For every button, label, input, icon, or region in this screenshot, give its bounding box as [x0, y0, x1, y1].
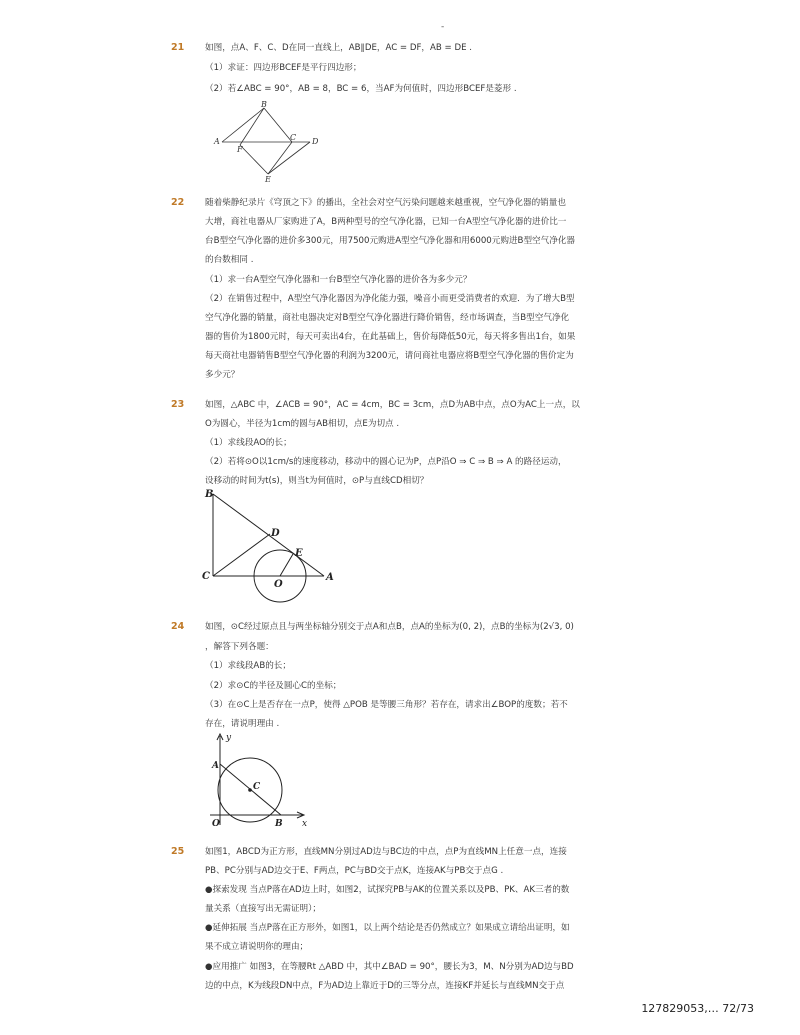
question-text-line: 果不成立请说明你的理由； [205, 942, 309, 952]
question-text-line: 多少元？ [205, 370, 240, 380]
label-a: A [212, 761, 219, 771]
question-number: 22 [171, 197, 185, 208]
label-o: O [212, 819, 220, 829]
question-part-1: （1）求证：四边形BCEF是平行四边形； [205, 63, 362, 73]
question-part-2: （2）若将⊙O以1cm/s的速度移动，移动中的圆心记为P，点P沿O ⇒ C ⇒ B ⇒ A 的路径运动， [205, 457, 567, 467]
label-o: O [274, 579, 283, 590]
question-text-line: 台B型空气净化器的进价多300元，用7500元购进A型空气净化器和用6000元购进B型空气净化器 [205, 236, 576, 246]
label-d: D [271, 528, 280, 539]
question-text-line: 随着柴静纪录片《穹顶之下》的播出，全社会对空气污染问题越来越重视，空气净化器的销量也 [205, 198, 566, 208]
question-text-line: 边的中点，K为线段DN中点，F为AD边上靠近于D的三等分点，连接KF并延长与直线MN交于点 [205, 981, 565, 991]
question-number: 24 [171, 621, 185, 632]
question-part-1: （1）求一台A型空气净化器和一台B型空气净化器的进价各为多少元？ [205, 275, 472, 285]
figure-21 [210, 100, 330, 185]
question-text-line: O为圆心，半径为1cm的圆与AB相切，点E为切点 . [205, 419, 400, 429]
label-a: A [326, 572, 334, 583]
question-text-line: ●应用推广 如图3，在等腰Rt △ABD 中，其中∠BAD = 90°，腰长为3，M、N分别为AD边与BD [205, 962, 574, 972]
question-number: 25 [171, 846, 185, 857]
question-number: 23 [171, 399, 185, 410]
question-text-line: 空气净化器的销量，商社电器决定对B型空气净化器进行降价销售，经市场调查，当B型空气净化 [205, 313, 570, 323]
label-c: C [202, 571, 210, 582]
label-e: E [295, 548, 303, 559]
question-text: 如图，点A、F、C、D在同一直线上，AB∥DE，AC = DF，AB = DE . [205, 43, 472, 53]
label-c: C [253, 782, 261, 792]
question-part-2: （2）在销售过程中，A型空气净化器因为净化能力强，噪音小而更受消费者的欢迎．为了增大B型 [205, 294, 575, 304]
question-text-line: 如图1，ABCD为正方形，直线MN分别过AD边与BC边的中点，点P为直线MN上任意一点，连接 [205, 847, 567, 857]
label-c: C [290, 133, 297, 142]
question-text-line: 大增，商社电器从厂家购进了A，B两种型号的空气净化器，已知一台A型空气净化器的进价比一 [205, 217, 567, 227]
figure-23 [200, 487, 340, 612]
question-number: 21 [171, 42, 185, 53]
question-text-line: 如图，⊙C经过原点且与两坐标轴分别交于点A和点B，点A的坐标为(0, 2)，点B的坐标为(2√3, 0) [205, 622, 574, 632]
question-text-line: 量关系（直接写出无需证明）； [205, 904, 322, 914]
question-text-line: ●探索发现 当点P落在AD边上时，如图2，试探究PB与AK的位置关系以及PB、PK、AK三者的数 [205, 885, 570, 895]
label-a: A [214, 137, 220, 146]
label-f: F [237, 145, 243, 154]
question-text-line: 器的售价为1800元时，每天可卖出4台，在此基础上，售价每降低50元，每天将多售出1台，如果 [205, 332, 576, 342]
label-y: y [226, 733, 232, 743]
label-b: B [261, 100, 267, 109]
question-text-line: 的台数相同 . [205, 255, 254, 265]
label-d: D [312, 137, 319, 146]
page-info: 127829053,… 72/73 [641, 1002, 754, 1015]
question-text-line: ●延伸拓展 当点P落在正方形外，如图1，以上两个结论是否仍然成立？如果成立请给出证明，如 [205, 923, 570, 933]
center-point [248, 788, 252, 792]
label-x: x [302, 819, 308, 829]
question-part-1: （1）求线段AB的长； [205, 661, 291, 671]
label-e: E [265, 175, 271, 184]
question-part-2: （2）若∠ABC = 90°，AB = 8，BC = 6，当AF为何值时，四边形BCEF是菱形 . [205, 84, 517, 94]
label-b: B [205, 489, 214, 500]
question-text-line: 每天商社电器销售B型空气净化器的利润为3200元，请问商社电器应将B型空气净化器的售价定为 [205, 351, 574, 361]
question-part-2: （2）求⊙C的半径及圆心C的坐标； [205, 681, 342, 691]
question-part-3: （3）在⊙C上是否存在一点P，使得 △POB 是等腰三角形？若存在，请求出∠BOP的度数；若不 [205, 700, 568, 710]
question-part-1: （1）求线段AO的长； [205, 438, 292, 448]
figure-24 [205, 731, 325, 831]
question-text-line: 设移动的时间为t(s)，则当t为何值时，⊙P与直线CD相切？ [205, 476, 429, 486]
question-text-line: 如图，△ABC 中，∠ACB = 90°，AC = 4cm，BC = 3cm，点D为AB中点，点O为AC上一点，以 [205, 400, 580, 410]
label-b: B [275, 819, 283, 829]
header-dash: - [441, 22, 445, 32]
question-text-line: PB、PC分别与AD边交于E、F两点，PC与BD交于点K，连接AK与PB交于点G . [205, 866, 504, 876]
question-text-line: ，解答下列各题： [205, 642, 274, 652]
question-text-line: 存在，请说明理由 . [205, 719, 280, 729]
